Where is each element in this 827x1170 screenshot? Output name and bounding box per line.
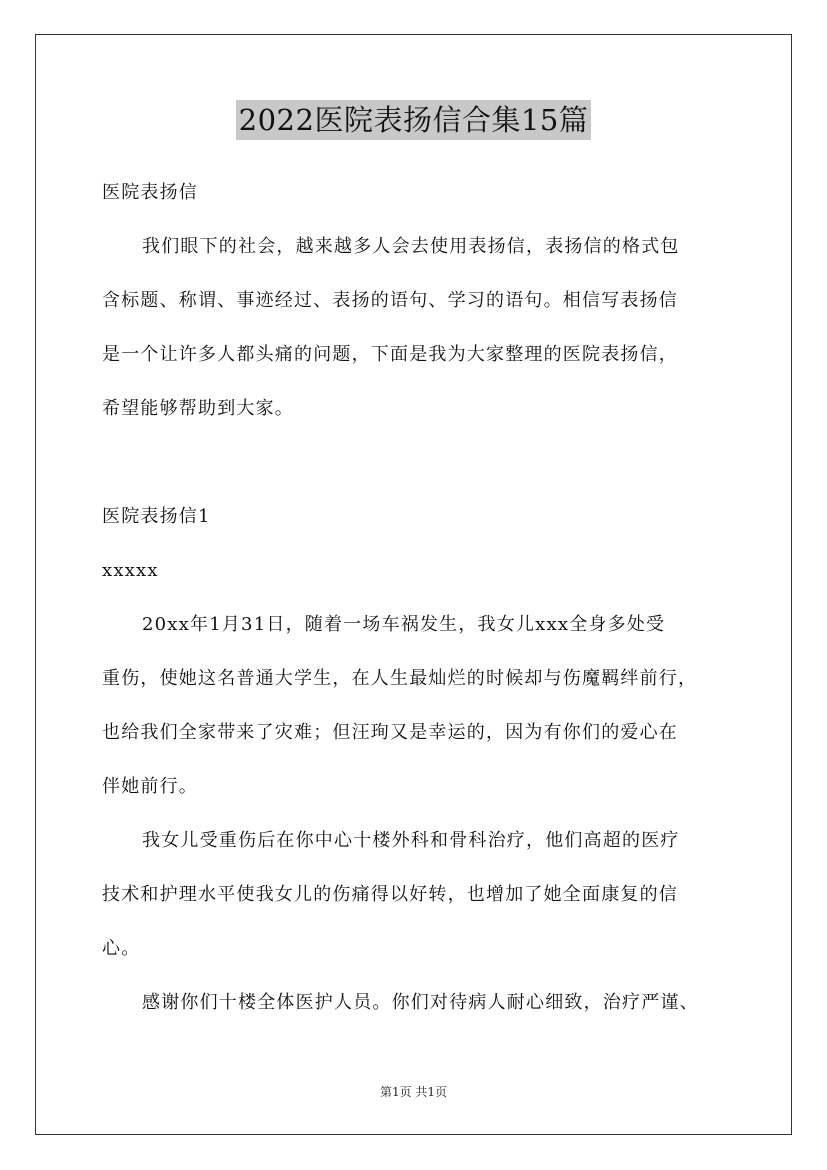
section-heading: 医院表扬信1 <box>102 506 211 527</box>
paragraph-line: 伴她前行。 <box>102 776 198 797</box>
salutation: xxxxx <box>102 560 159 581</box>
paragraph-line: 感谢你们十楼全体医护人员。你们对待病人耐心细致，治疗严谨、 <box>142 992 699 1013</box>
page-footer: 第1页 共1页 <box>379 1085 448 1099</box>
paragraph-line: 心。 <box>102 938 141 959</box>
title-container <box>0 100 827 140</box>
paragraph-line: 20xx年1月31日，随着一场车祸发生，我女儿xxx全身多处受 <box>142 614 666 635</box>
paragraph-line: 技术和护理水平使我女儿的伤痛得以好转，也增加了她全面康复的信 <box>102 884 678 905</box>
paragraph-line: 重伤，使她这名普通大学生，在人生最灿烂的时候却与伤魔羁绊前行， <box>102 668 698 689</box>
paragraph-line: 希望能够帮助到大家。 <box>102 398 294 419</box>
document-title: 2022医院表扬信合集15篇 <box>236 100 592 140</box>
paragraph-line: 我们眼下的社会，越来越多人会去使用表扬信，表扬信的格式包 <box>142 236 680 257</box>
paragraph-line: 也给我们全家带来了灾难；但汪珣又是幸运的，因为有你们的爱心在 <box>102 722 678 743</box>
paragraph-line: 我女儿受重伤后在你中心十楼外科和骨科治疗，他们高超的医疗 <box>142 830 680 851</box>
paragraph-line: 是一个让许多人都头痛的问题，下面是我为大家整理的医院表扬信， <box>102 344 678 365</box>
section-heading: 医院表扬信 <box>102 182 198 203</box>
paragraph-line: 含标题、称谓、事迹经过、表扬的语句、学习的语句。相信写表扬信 <box>102 290 678 311</box>
